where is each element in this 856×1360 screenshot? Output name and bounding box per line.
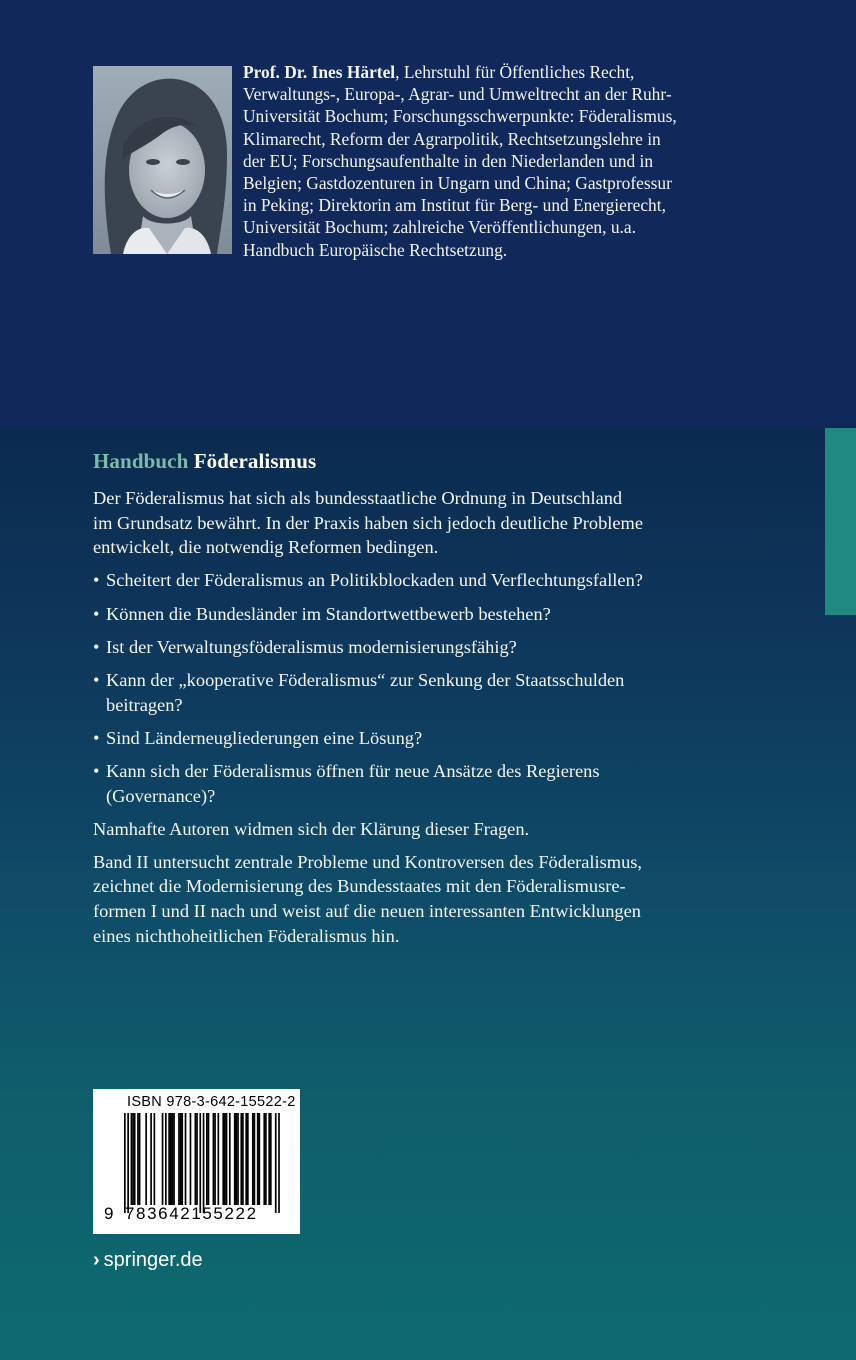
question-item xyxy=(93,726,713,751)
barcode-bar xyxy=(275,1113,277,1213)
question-line: Kann sich der Föderalismus öffnen für neue Ansätze des Regierens xyxy=(106,760,600,781)
bullet: • xyxy=(93,760,100,781)
barcode-bar xyxy=(270,1113,272,1205)
barcode-bar xyxy=(278,1113,280,1213)
publisher-website: springer.de xyxy=(103,1249,203,1271)
bio-line: , Lehrstuhl für Öffentliches Recht, xyxy=(395,62,635,82)
barcode-bar xyxy=(132,1113,134,1205)
question-line: Sind Länderneugliederungen eine Lösung? xyxy=(106,727,423,748)
barcode-bar xyxy=(178,1113,180,1205)
chevron-right-icon: › xyxy=(93,1249,100,1271)
barcode-bar xyxy=(162,1113,164,1205)
barcode-bar xyxy=(208,1113,210,1205)
barcode-bar xyxy=(234,1113,236,1205)
barcode-bar xyxy=(257,1113,259,1205)
question-item xyxy=(93,759,713,808)
barcode-bar xyxy=(173,1113,175,1205)
question-line: Scheitert der Föderalismus an Politikblockaden und Verflechtungsfallen? xyxy=(106,570,643,591)
bio-line: Belgien; Gastdozenturen in Ungarn und China; Gastprofessur xyxy=(243,173,672,194)
barcode-bar xyxy=(214,1113,216,1205)
bullet: • xyxy=(93,636,100,657)
isbn-label: ISBN 978-3-642-15522-2 xyxy=(127,1094,296,1110)
bio-line: Klimarecht, Reform der Agrarpolitik, Rechtsetzungslehre in xyxy=(243,128,661,149)
barcode-bar xyxy=(242,1113,244,1205)
question-item xyxy=(93,602,713,627)
question-list xyxy=(93,568,713,808)
barcode-bar xyxy=(134,1113,136,1205)
barcode-first-digit: 9 xyxy=(104,1204,114,1223)
barcode-digits: 783642155222 xyxy=(125,1204,258,1223)
book-title-main: Föderalismus xyxy=(193,449,317,473)
barcode-bar xyxy=(185,1113,187,1205)
barcode-bar xyxy=(168,1113,170,1205)
barcode-bar xyxy=(172,1113,174,1205)
intro-line: entwickelt, die notwendig Reformen bedingen. xyxy=(93,537,439,558)
barcode-bar xyxy=(180,1113,182,1205)
barcode-bar xyxy=(181,1113,183,1205)
intro-line: im Grundsatz bewährt. In der Praxis haben sich jedoch deutliche Probleme xyxy=(93,512,644,533)
barcode-bar xyxy=(127,1113,129,1213)
barcode-bar xyxy=(165,1113,167,1205)
barcode-bar xyxy=(217,1113,219,1205)
barcode-bar xyxy=(195,1113,197,1205)
bullet: • xyxy=(93,669,100,690)
band-paragraph xyxy=(93,850,713,948)
question-item xyxy=(93,668,713,717)
band-line: zeichnet die Modernisierung des Bundesstaates mit den Föderalismusre- xyxy=(93,876,626,897)
bullet: • xyxy=(93,570,100,591)
bio-line: Universität Bochum; zahlreiche Veröffentlichungen, u.a. xyxy=(243,217,636,238)
barcode-bar xyxy=(258,1113,260,1205)
bio-line: Handbuch Europäische Rechtsetzung. xyxy=(243,239,508,260)
authors-note: Namhafte Autoren widmen sich der Klärung dieser Fragen. xyxy=(93,818,530,839)
author-bio xyxy=(243,61,713,261)
barcode-bar xyxy=(203,1113,205,1213)
question-line: Kann der „kooperative Föderalismus“ zur Senkung der Staatsschulden xyxy=(106,669,625,690)
barcode-bar xyxy=(236,1113,238,1205)
barcode-bar xyxy=(154,1113,156,1205)
intro-line: Der Föderalismus hat sich als bundesstaatliche Ordnung in Deutschland xyxy=(93,488,623,508)
barcode-bar xyxy=(263,1113,265,1205)
barcode-bar xyxy=(213,1113,215,1205)
barcode-bar xyxy=(137,1113,139,1205)
band-line: eines nichthoheitlichen Föderalismus hin. xyxy=(93,925,400,946)
band-line: formen I und II nach und weist auf die neuen interessanten Entwicklungen xyxy=(93,901,641,922)
bio-line: Universität Bochum; Forschungsschwerpunkte: Föderalismus, xyxy=(243,106,677,127)
author-photo xyxy=(93,66,232,254)
barcode-bar xyxy=(199,1113,201,1213)
barcode-bar xyxy=(139,1113,141,1205)
band-line: Band II untersucht zentrale Probleme und Kontroversen des Föderalismus, xyxy=(93,851,643,872)
question-line: Können die Bundesländer im Standortwettbewerb bestehen? xyxy=(106,603,551,624)
question-line: beitragen? xyxy=(106,694,183,715)
barcode-bar xyxy=(170,1113,172,1205)
bullet: • xyxy=(93,603,100,624)
barcode-bar xyxy=(252,1113,254,1205)
barcode-bar xyxy=(240,1113,242,1205)
isbn-barcode xyxy=(93,1089,300,1234)
barcode-bar xyxy=(206,1113,208,1205)
question-line: Ist der Verwaltungsföderalismus modernisierungsfähig? xyxy=(106,636,517,657)
barcode-bar xyxy=(222,1113,224,1205)
barcode-bar xyxy=(124,1113,126,1213)
publisher-link[interactable] xyxy=(93,1249,203,1272)
book-title-prefix: Handbuch xyxy=(93,449,189,473)
barcode-bar xyxy=(224,1113,226,1205)
question-line: (Governance)? xyxy=(106,785,216,806)
barcode-bar xyxy=(247,1113,249,1205)
question-item xyxy=(93,635,713,660)
question-item xyxy=(93,568,713,593)
barcode-bar xyxy=(268,1113,270,1205)
barcode-bar xyxy=(196,1113,198,1205)
barcode-bar xyxy=(190,1113,192,1205)
barcode-bar xyxy=(145,1113,147,1205)
author-name: Prof. Dr. Ines Härtel xyxy=(243,62,396,82)
description-text xyxy=(93,486,713,957)
accent-tab xyxy=(825,428,856,615)
barcode-bar xyxy=(265,1113,267,1205)
bio-line: in Peking; Direktorin am Institut für Berg- und Energierecht, xyxy=(243,195,666,216)
bio-line: Verwaltungs-, Europa-, Agrar- und Umweltrecht an der Ruhr- xyxy=(243,84,672,105)
bullet: • xyxy=(93,727,100,748)
barcode-bar xyxy=(150,1113,152,1205)
book-title xyxy=(93,449,316,474)
intro-paragraph xyxy=(93,486,713,560)
barcode-bar xyxy=(229,1113,231,1205)
barcode-bar xyxy=(226,1113,228,1205)
barcode-bar xyxy=(237,1113,239,1205)
barcode-bar xyxy=(254,1113,256,1205)
barcode-bar xyxy=(245,1113,247,1205)
barcode-bar xyxy=(131,1113,133,1205)
bio-line: der EU; Forschungsaufenthalte in den Niederlanden und in xyxy=(243,150,654,171)
